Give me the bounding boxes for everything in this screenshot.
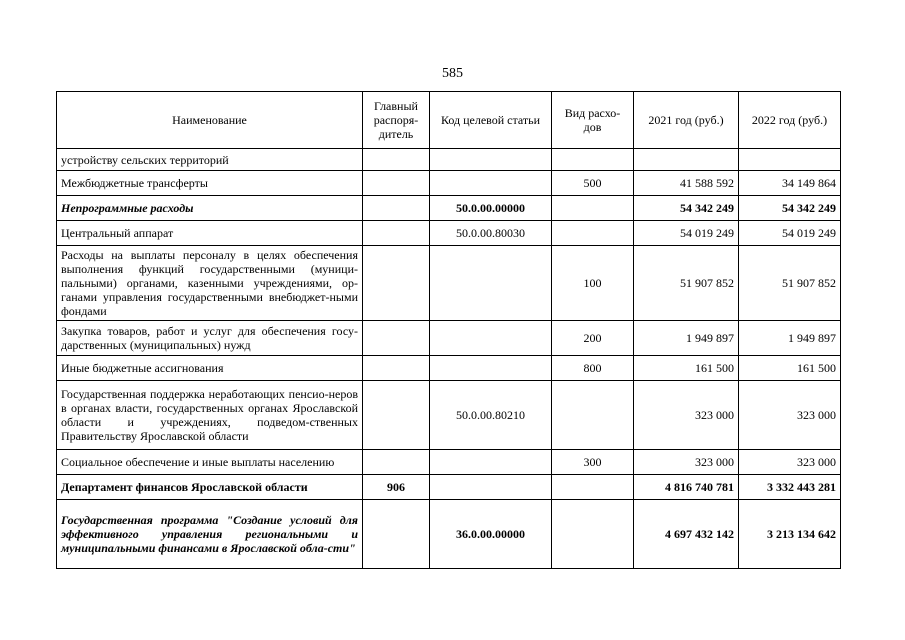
table-row: [57, 321, 841, 356]
row-name: [57, 381, 363, 450]
row-manager: [363, 450, 430, 475]
row-type: [552, 381, 634, 450]
row-name-text: Государственная поддержка неработающих пенсио-неров в органах власти, государственных органах Ярославской области и учреждениях, подведом-ственных Правительству Ярославской области: [61, 387, 358, 443]
table-row: [57, 221, 841, 246]
row-type: [552, 196, 634, 221]
row-type: 100: [552, 246, 634, 321]
header-year-2021: 2021 год (руб.): [634, 92, 739, 149]
row-code: [430, 149, 552, 171]
row-2022: 51 907 852: [739, 246, 841, 321]
row-name: устройству сельских территорий: [57, 149, 363, 171]
row-name-text: Расходы на выплаты персоналу в целях обеспечения выполнения функций государственными (муници-пальными) органами, казенными учреждениями, ор-ганами управления государственными внебюджет-ными фондами: [61, 248, 358, 318]
row-manager: [363, 356, 430, 381]
header-expense-type: Вид расхо-дов: [552, 92, 634, 149]
row-2021: 41 588 592: [634, 171, 739, 196]
row-type: [552, 475, 634, 500]
row-manager: 906: [363, 475, 430, 500]
row-type: [552, 149, 634, 171]
row-name: Центральный аппарат: [57, 221, 363, 246]
table-row: [57, 246, 841, 321]
row-2022: 161 500: [739, 356, 841, 381]
row-2021: 51 907 852: [634, 246, 739, 321]
row-name: Непрограммные расходы: [57, 196, 363, 221]
row-manager: [363, 171, 430, 196]
table-header-row: [57, 92, 841, 149]
row-2022: 3 213 134 642: [739, 500, 841, 569]
row-manager: [363, 196, 430, 221]
row-2022: [739, 149, 841, 171]
row-code: 50.0.00.80030: [430, 221, 552, 246]
row-manager: [363, 246, 430, 321]
table-row: [57, 500, 841, 569]
row-code: 50.0.00.00000: [430, 196, 552, 221]
row-2021: 323 000: [634, 450, 739, 475]
row-name: [57, 321, 363, 356]
row-2021: 54 019 249: [634, 221, 739, 246]
row-name-text: Закупка товаров, работ и услуг для обеспечения госу-дарственных (муниципальных) нужд: [61, 324, 358, 352]
row-2022: 1 949 897: [739, 321, 841, 356]
table-row: [57, 475, 841, 500]
row-code: 36.0.00.00000: [430, 500, 552, 569]
header-main-manager: Главный распоря-дитель: [363, 92, 430, 149]
row-2021: 54 342 249: [634, 196, 739, 221]
row-name: [57, 246, 363, 321]
page-number: 585: [442, 66, 463, 81]
row-code: [430, 171, 552, 196]
row-2021: 4 816 740 781: [634, 475, 739, 500]
row-code: [430, 356, 552, 381]
row-code: [430, 475, 552, 500]
row-2021: 4 697 432 142: [634, 500, 739, 569]
row-2021: 161 500: [634, 356, 739, 381]
row-manager: [363, 321, 430, 356]
row-2021: 323 000: [634, 381, 739, 450]
row-2022: 54 342 249: [739, 196, 841, 221]
row-type: [552, 500, 634, 569]
table-row: [57, 450, 841, 475]
row-manager: [363, 500, 430, 569]
row-type: [552, 221, 634, 246]
row-code: [430, 450, 552, 475]
row-2022: 323 000: [739, 381, 841, 450]
table-row: [57, 196, 841, 221]
header-name: Наименование: [57, 92, 363, 149]
row-type: 200: [552, 321, 634, 356]
table-row: [57, 381, 841, 450]
header-year-2022: 2022 год (руб.): [739, 92, 841, 149]
header-target-code: Код целевой статьи: [430, 92, 552, 149]
row-2021: [634, 149, 739, 171]
table-row: [57, 149, 841, 171]
row-name: [57, 500, 363, 569]
row-name-text: Государственная программа "Создание условий для эффективного управления региональными и муниципальными финансами в Ярославской обла-сти": [61, 513, 358, 555]
row-code: 50.0.00.80210: [430, 381, 552, 450]
budget-table: [56, 91, 841, 569]
row-manager: [363, 149, 430, 171]
row-manager: [363, 221, 430, 246]
row-name: Межбюджетные трансферты: [57, 171, 363, 196]
row-type: 300: [552, 450, 634, 475]
row-manager: [363, 381, 430, 450]
table-row: [57, 356, 841, 381]
row-type: 800: [552, 356, 634, 381]
table-row: [57, 171, 841, 196]
row-name: Социальное обеспечение и иные выплаты населению: [57, 450, 363, 475]
row-2022: 54 019 249: [739, 221, 841, 246]
row-2022: 323 000: [739, 450, 841, 475]
row-name: Департамент финансов Ярославской области: [57, 475, 363, 500]
row-2022: 3 332 443 281: [739, 475, 841, 500]
row-2022: 34 149 864: [739, 171, 841, 196]
row-name: Иные бюджетные ассигнования: [57, 356, 363, 381]
row-type: 500: [552, 171, 634, 196]
row-2021: 1 949 897: [634, 321, 739, 356]
row-code: [430, 246, 552, 321]
row-code: [430, 321, 552, 356]
